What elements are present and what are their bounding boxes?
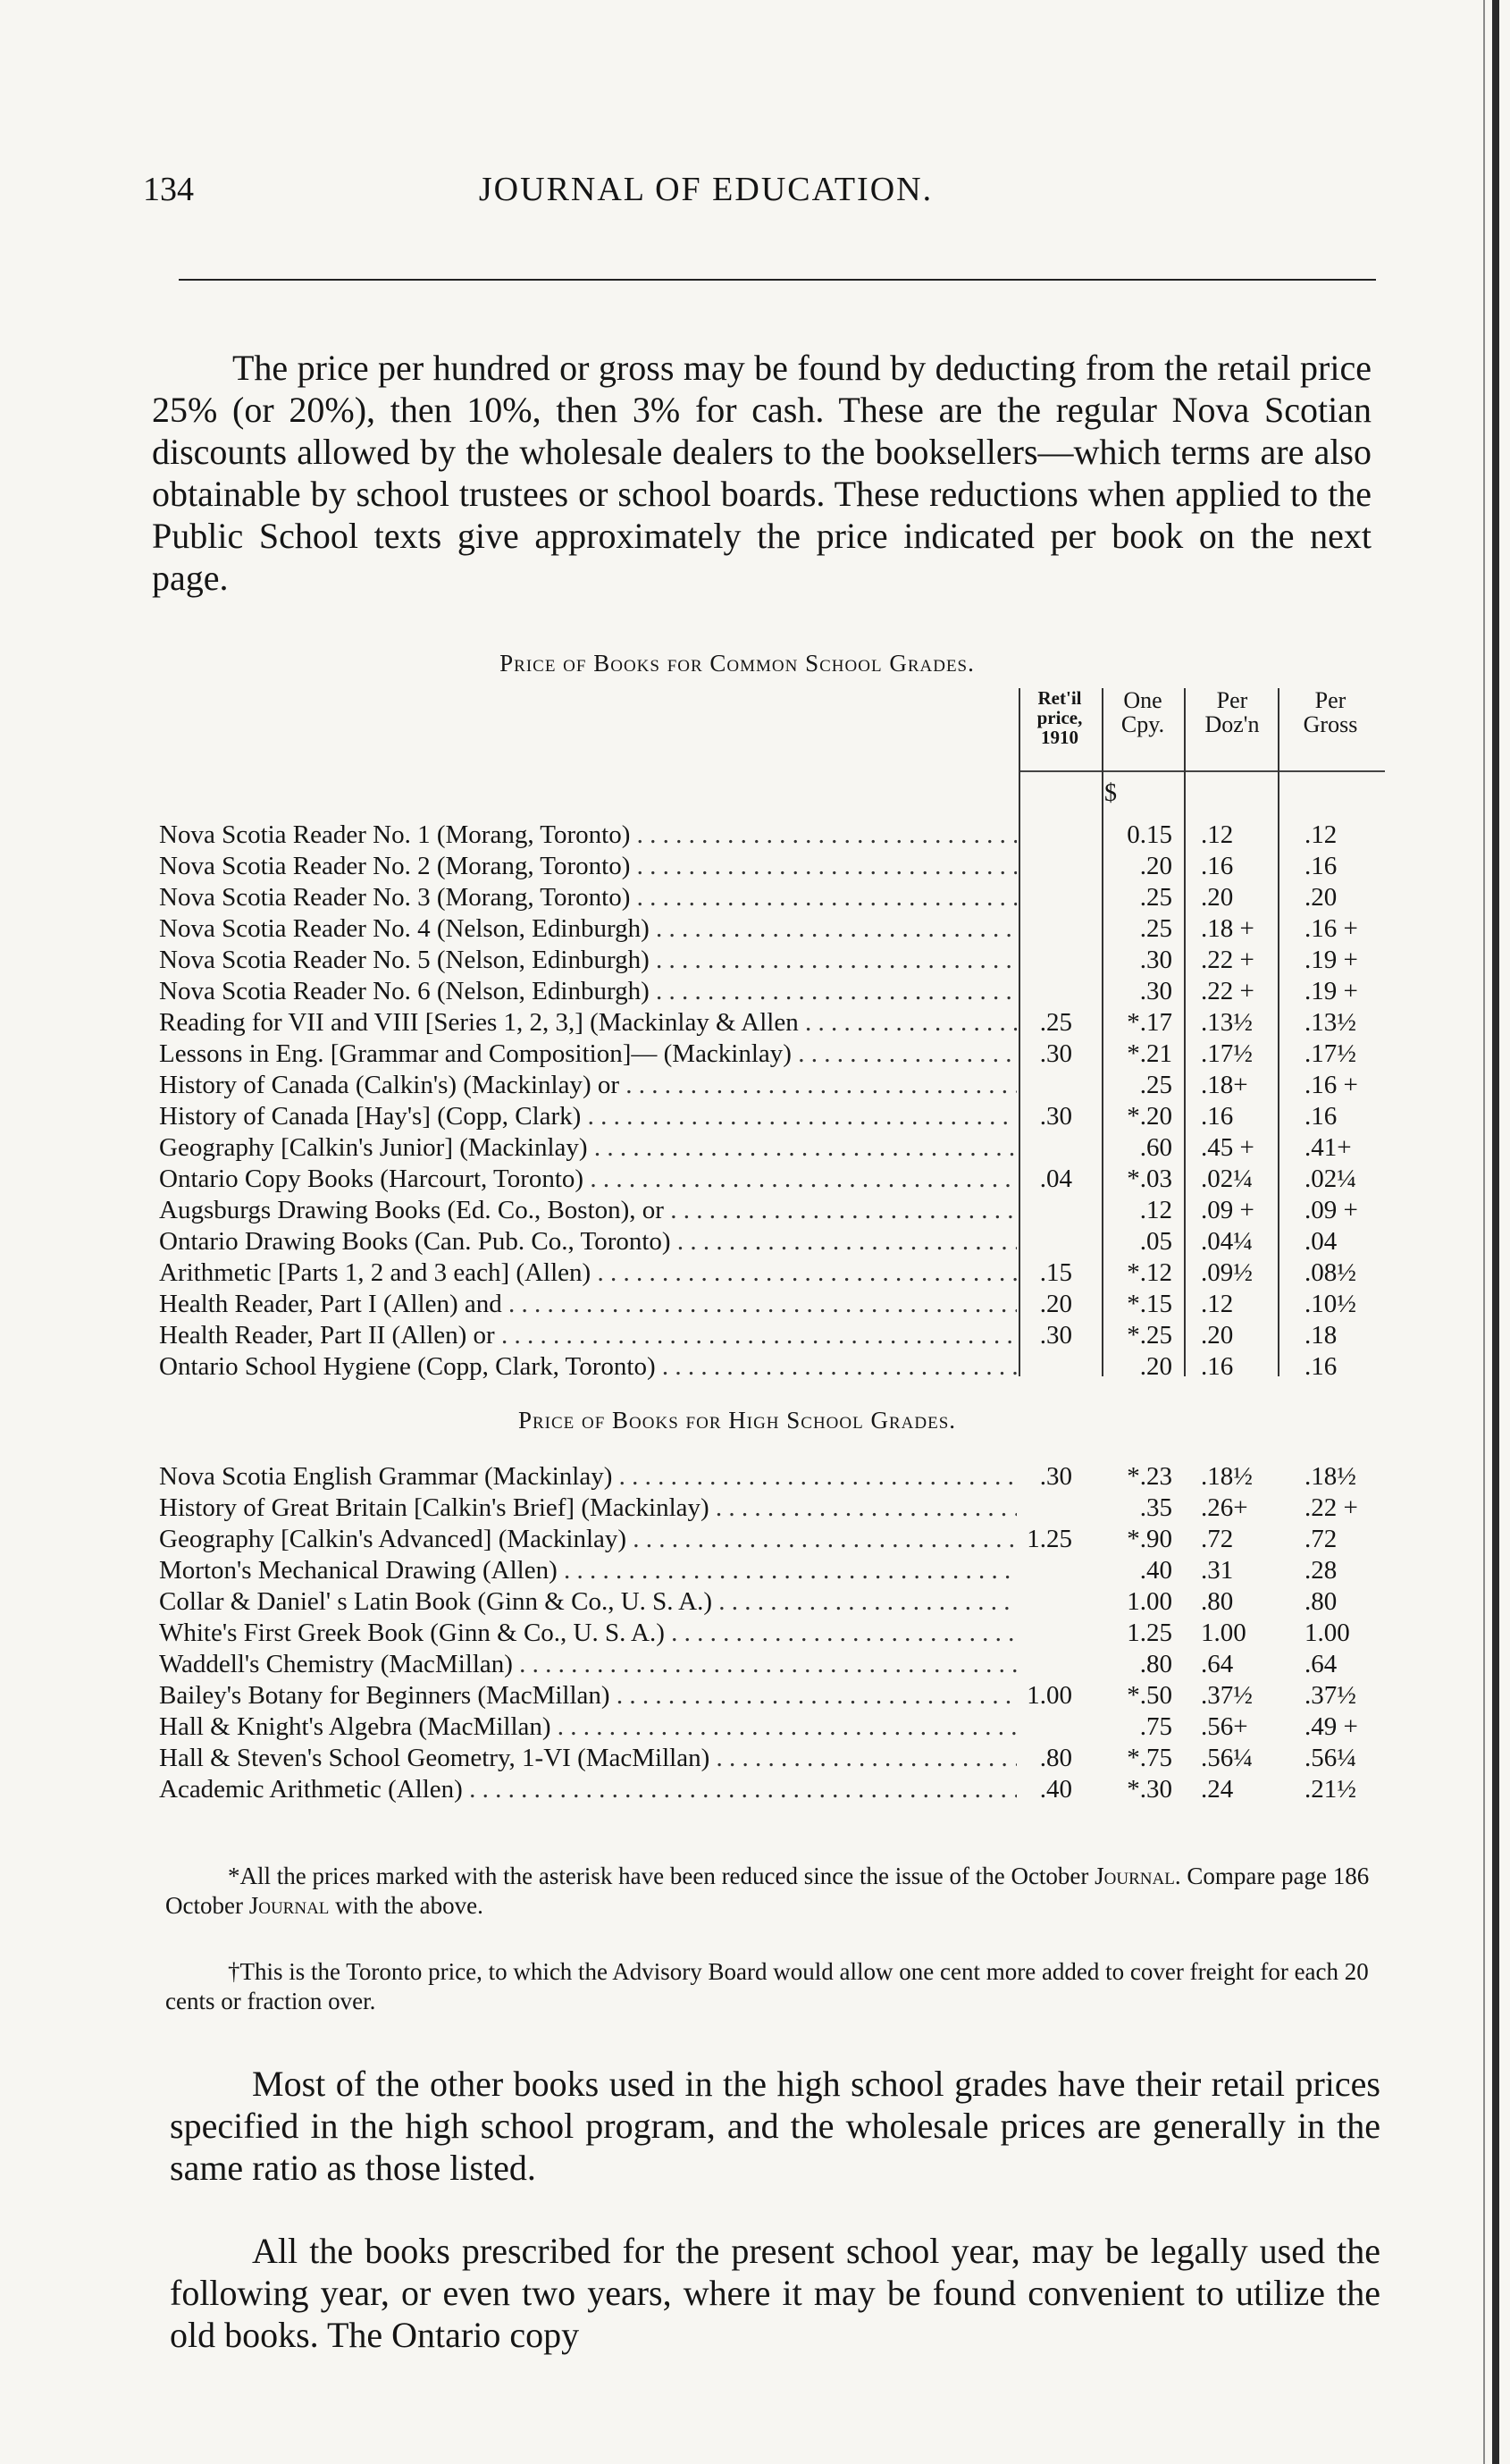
book-title: Nova Scotia Reader No. 2 (Morang, Toronto) . . . — [159, 851, 1017, 882]
one-copy-price: .25 — [1139, 914, 1172, 943]
book-title: Academic Arithmetic (Allen) . . . — [159, 1774, 1017, 1805]
per-gross-price: .19 + — [1304, 946, 1358, 974]
per-dozen-price: .31 — [1201, 1556, 1234, 1585]
book-title: Nova Scotia Reader No. 4 (Nelson, Edinburgh) . . . — [159, 913, 1017, 945]
one-copy-price: .75 — [1139, 1712, 1172, 1741]
retail-price: .30 — [1039, 1321, 1072, 1350]
table-row — [159, 1070, 1392, 1101]
per-gross-price: .18½ — [1304, 1462, 1356, 1491]
per-dozen-price: 1.00 — [1201, 1619, 1246, 1647]
one-copy-price: *.25 — [1127, 1321, 1172, 1350]
per-gross-price: .72 — [1304, 1525, 1338, 1553]
book-title: Ontario School Hygiene (Copp, Clark, Toronto) . . . — [159, 1351, 1017, 1383]
book-title: Waddell's Chemistry (MacMillan) . . . — [159, 1649, 1017, 1680]
table-row — [159, 851, 1392, 882]
per-gross-price: 1.00 — [1304, 1619, 1350, 1647]
retail-price: .30 — [1039, 1462, 1072, 1491]
journal-title: JOURNAL OF EDUCATION. — [478, 171, 934, 208]
book-title: Health Reader, Part I (Allen) and . . . — [159, 1289, 1017, 1320]
per-gross-price: .16 + — [1304, 1071, 1358, 1099]
intro-paragraph: The price per hundred or gross may be found by deducting from the retail price 25% (or 20%), then 10%, then 3% for cash. These are the regular Nova Scotian discounts allowed by the wholesale dealers to the booksellers—which terms are also obtainable by school trustees or school boards. These reductions when applied to the Public School texts give approximately the price indicated per book on the next page. — [152, 348, 1372, 598]
high-school-paragraph: Most of the other books used in the high school grades have their retail prices specified in the high school program, and the wholesale prices are generally in the same ratio as those listed. — [170, 2064, 1380, 2188]
asterisk-footnote: *All the prices marked with the asterisk have been reduced since the issue of the October Journal. Compare page 186 October Journal with the above. — [165, 1863, 1370, 1919]
table-row — [159, 1555, 1392, 1586]
one-copy-price: *.90 — [1127, 1525, 1172, 1553]
book-title: Health Reader, Part II (Allen) or . . . — [159, 1320, 1017, 1351]
one-copy-price: 1.00 — [1127, 1587, 1172, 1616]
per-gross-price: .02¼ — [1304, 1165, 1356, 1193]
per-gross-price: .10½ — [1304, 1290, 1356, 1318]
book-title: Hall & Steven's School Geometry, 1-VI (MacMillan) . . . — [159, 1743, 1017, 1774]
book-title: Hall & Knight's Algebra (MacMillan) . . . — [159, 1711, 1017, 1743]
one-copy-price: *.30 — [1127, 1775, 1172, 1804]
per-dozen-price: .37½ — [1201, 1681, 1253, 1710]
page-header — [143, 170, 1376, 220]
table-row — [159, 1524, 1392, 1555]
one-copy-price: *.23 — [1127, 1462, 1172, 1491]
book-title: Geography [Calkin's Advanced] (Mackinlay) . . . — [159, 1524, 1017, 1555]
per-dozen-price: .64 — [1201, 1650, 1234, 1678]
book-title: Bailey's Botany for Beginners (MacMillan) . . . — [159, 1680, 1017, 1711]
per-dozen-price: .16 — [1201, 1352, 1234, 1381]
one-copy-price: .30 — [1139, 977, 1172, 1005]
book-title: Lessons in Eng. [Grammar and Composition]— (Mackinlay) . . . — [159, 1039, 1017, 1070]
table-row — [159, 1164, 1392, 1195]
column-headers — [1019, 688, 1385, 769]
per-dozen-price: .80 — [1201, 1587, 1234, 1616]
one-copy-header: One Cpy. — [1120, 687, 1165, 737]
table-row — [159, 820, 1392, 851]
per-gross-price: .12 — [1304, 820, 1338, 849]
table-row — [159, 1101, 1392, 1132]
per-gross-price: .22 + — [1304, 1493, 1358, 1522]
per-dozen-price: .24 — [1201, 1775, 1234, 1804]
one-copy-price: .05 — [1139, 1227, 1172, 1256]
book-title: History of Canada (Calkin's) (Mackinlay) or . . . — [159, 1070, 1017, 1101]
table-row — [159, 1195, 1392, 1226]
high-school-title: Price of Books for High School Grades. — [517, 1407, 957, 1434]
header-rule — [179, 279, 1376, 281]
table-row — [159, 913, 1392, 945]
table-row — [159, 1007, 1392, 1039]
one-copy-price: .25 — [1139, 883, 1172, 912]
common-school-title: Price of Books for Common School Grades. — [499, 650, 975, 677]
per-gross-price: .04 — [1304, 1227, 1338, 1256]
book-title: Ontario Drawing Books (Can. Pub. Co., Toronto) . . . — [159, 1226, 1017, 1257]
per-gross-price: .21½ — [1304, 1775, 1356, 1804]
binding-edge-line — [1483, 0, 1485, 2464]
one-copy-price: .20 — [1139, 852, 1172, 880]
one-copy-price: .40 — [1139, 1556, 1172, 1585]
book-title: Morton's Mechanical Drawing (Allen) . . . — [159, 1555, 1017, 1586]
retail-price: .25 — [1039, 1008, 1072, 1037]
per-dozen-price: .18 + — [1201, 914, 1254, 943]
table-row — [159, 1039, 1392, 1070]
book-title: Reading for VII and VIII [Series 1, 2, 3,] (Mackinlay & Allen . . . — [159, 1007, 1017, 1039]
table-row — [159, 1493, 1392, 1524]
per-gross-price: .08½ — [1304, 1258, 1356, 1287]
binding-edge — [1492, 0, 1499, 2464]
book-title: Nova Scotia English Grammar (Mackinlay) . . . — [159, 1461, 1017, 1493]
table-row — [159, 1132, 1392, 1164]
retail-price: .30 — [1039, 1102, 1072, 1131]
per-dozen-price: .72 — [1201, 1525, 1234, 1553]
table-row — [159, 1320, 1392, 1351]
one-copy-price: *.50 — [1127, 1681, 1172, 1710]
per-gross-price: .18 — [1304, 1321, 1338, 1350]
table-row — [159, 882, 1392, 913]
per-dozen-price: .56¼ — [1201, 1744, 1253, 1772]
table-row — [159, 1680, 1392, 1711]
per-gross-price: .16 — [1304, 1102, 1338, 1131]
book-title: Geography [Calkin's Junior] (Mackinlay) . . . — [159, 1132, 1017, 1164]
table-row — [159, 1586, 1392, 1618]
per-dozen-price: .20 — [1201, 883, 1234, 912]
one-copy-price: *.15 — [1127, 1290, 1172, 1318]
high-school-price-table — [159, 1461, 1392, 1805]
per-gross-price: .19 + — [1304, 977, 1358, 1005]
one-copy-price: *.12 — [1127, 1258, 1172, 1287]
per-gross-price: .17½ — [1304, 1039, 1356, 1068]
retail-price: .40 — [1039, 1775, 1072, 1804]
table-row — [159, 1618, 1392, 1649]
per-gross-price: .64 — [1304, 1650, 1338, 1678]
per-dozen-price: .17½ — [1201, 1039, 1253, 1068]
table-row — [159, 1649, 1392, 1680]
per-dozen-price: .12 — [1201, 820, 1234, 849]
table-row — [159, 1257, 1392, 1289]
retail-price: 1.25 — [1027, 1525, 1072, 1553]
one-copy-price: 1.25 — [1127, 1619, 1172, 1647]
book-title: White's First Greek Book (Ginn & Co., U. S. A.) . . . — [159, 1618, 1017, 1649]
per-dozen-price: .22 + — [1201, 946, 1254, 974]
table-row — [159, 1289, 1392, 1320]
per-gross-price: .28 — [1304, 1556, 1338, 1585]
one-copy-price: .12 — [1139, 1196, 1172, 1224]
book-title: Ontario Copy Books (Harcourt, Toronto) . . . — [159, 1164, 1017, 1195]
currency-mark: $ — [1104, 779, 1117, 807]
per-dozen-price: .18½ — [1201, 1462, 1253, 1491]
per-gross-price: .80 — [1304, 1587, 1338, 1616]
per-dozen-price: .09 + — [1201, 1196, 1254, 1224]
book-title: Arithmetic [Parts 1, 2 and 3 each] (Allen) . . . — [159, 1257, 1017, 1289]
one-copy-price: .25 — [1139, 1071, 1172, 1099]
table-row — [159, 1711, 1392, 1743]
retail-price: 1.00 — [1027, 1681, 1072, 1710]
book-title: Nova Scotia Reader No. 1 (Morang, Toronto) . . . — [159, 820, 1017, 851]
table-row — [159, 1743, 1392, 1774]
book-title: History of Great Britain [Calkin's Brief] (Mackinlay) . . . — [159, 1493, 1017, 1524]
book-title: Nova Scotia Reader No. 6 (Nelson, Edinburgh) . . . — [159, 976, 1017, 1007]
per-dozen-price: .02¼ — [1201, 1165, 1253, 1193]
per-dozen-price: .20 — [1201, 1321, 1234, 1350]
per-dozen-price: .16 — [1201, 852, 1234, 880]
retail-price: .15 — [1039, 1258, 1072, 1287]
retail-price: .30 — [1039, 1039, 1072, 1068]
per-dozen-price: .45 + — [1201, 1133, 1254, 1162]
one-copy-price: .60 — [1139, 1133, 1172, 1162]
table-row — [159, 976, 1392, 1007]
retail-price: .80 — [1039, 1744, 1072, 1772]
book-title: Nova Scotia Reader No. 5 (Nelson, Edinburgh) . . . — [159, 945, 1017, 976]
one-copy-price: .80 — [1139, 1650, 1172, 1678]
per-gross-price: .37½ — [1304, 1681, 1356, 1710]
per-gross-price: .20 — [1304, 883, 1338, 912]
one-copy-price: .30 — [1139, 946, 1172, 974]
per-gross-price: .16 + — [1304, 914, 1358, 943]
common-school-price-table — [159, 820, 1392, 1383]
per-gross-price: .41+ — [1304, 1133, 1352, 1162]
per-gross-price: .56¼ — [1304, 1744, 1356, 1772]
one-copy-price: 0.15 — [1127, 820, 1172, 849]
per-dozen-header: Per Doz'n — [1204, 687, 1260, 737]
book-title: Collar & Daniel' s Latin Book (Ginn & Co., U. S. A.) . . . — [159, 1586, 1017, 1618]
book-title: Augsburgs Drawing Books (Ed. Co., Boston), or . . . — [159, 1195, 1017, 1226]
per-gross-price: .16 — [1304, 852, 1338, 880]
book-title: Nova Scotia Reader No. 3 (Morang, Toronto) . . . — [159, 882, 1017, 913]
one-copy-price: *.21 — [1127, 1039, 1172, 1068]
per-dozen-price: .16 — [1201, 1102, 1234, 1131]
table-row — [159, 1351, 1392, 1383]
one-copy-price: *.17 — [1127, 1008, 1172, 1037]
prescribed-books-paragraph: All the books prescribed for the present school year, may be legally used the following year, or even two years, where it may be found convenient to utilize the old books. The Ontario copy — [170, 2231, 1380, 2355]
per-dozen-price: .13½ — [1201, 1008, 1253, 1037]
per-dozen-price: .12 — [1201, 1290, 1234, 1318]
retail-price-header: Ret'il price, 1910 — [1036, 687, 1083, 748]
page-number: 134 — [143, 171, 194, 208]
book-title: History of Canada [Hay's] (Copp, Clark) . . . — [159, 1101, 1017, 1132]
per-dozen-price: .56+ — [1201, 1712, 1248, 1741]
table-row — [159, 945, 1392, 976]
per-dozen-price: .09½ — [1201, 1258, 1253, 1287]
dagger-footnote: †This is the Toronto price, to which the Advisory Board would allow one cent more added to cover freight for each 20 cents or fraction over. — [165, 1958, 1369, 2014]
one-copy-price: .20 — [1139, 1352, 1172, 1381]
one-copy-price: .35 — [1139, 1493, 1172, 1522]
per-gross-price: .49 + — [1304, 1712, 1358, 1741]
retail-price: .04 — [1039, 1165, 1072, 1193]
one-copy-price: *.03 — [1127, 1165, 1172, 1193]
per-dozen-price: .22 + — [1201, 977, 1254, 1005]
one-copy-price: *.75 — [1127, 1744, 1172, 1772]
per-dozen-price: .18+ — [1201, 1071, 1248, 1099]
one-copy-price: *.20 — [1127, 1102, 1172, 1131]
per-gross-price: .13½ — [1304, 1008, 1356, 1037]
per-gross-price: .16 — [1304, 1352, 1338, 1381]
retail-price: .20 — [1039, 1290, 1072, 1318]
per-gross-price: .09 + — [1304, 1196, 1358, 1224]
column-header-rule — [1019, 770, 1385, 772]
table-row — [159, 1461, 1392, 1493]
table-row — [159, 1226, 1392, 1257]
per-dozen-price: .26+ — [1201, 1493, 1248, 1522]
per-dozen-price: .04¼ — [1201, 1227, 1253, 1256]
per-gross-header: Per Gross — [1303, 687, 1358, 737]
table-row — [159, 1774, 1392, 1805]
